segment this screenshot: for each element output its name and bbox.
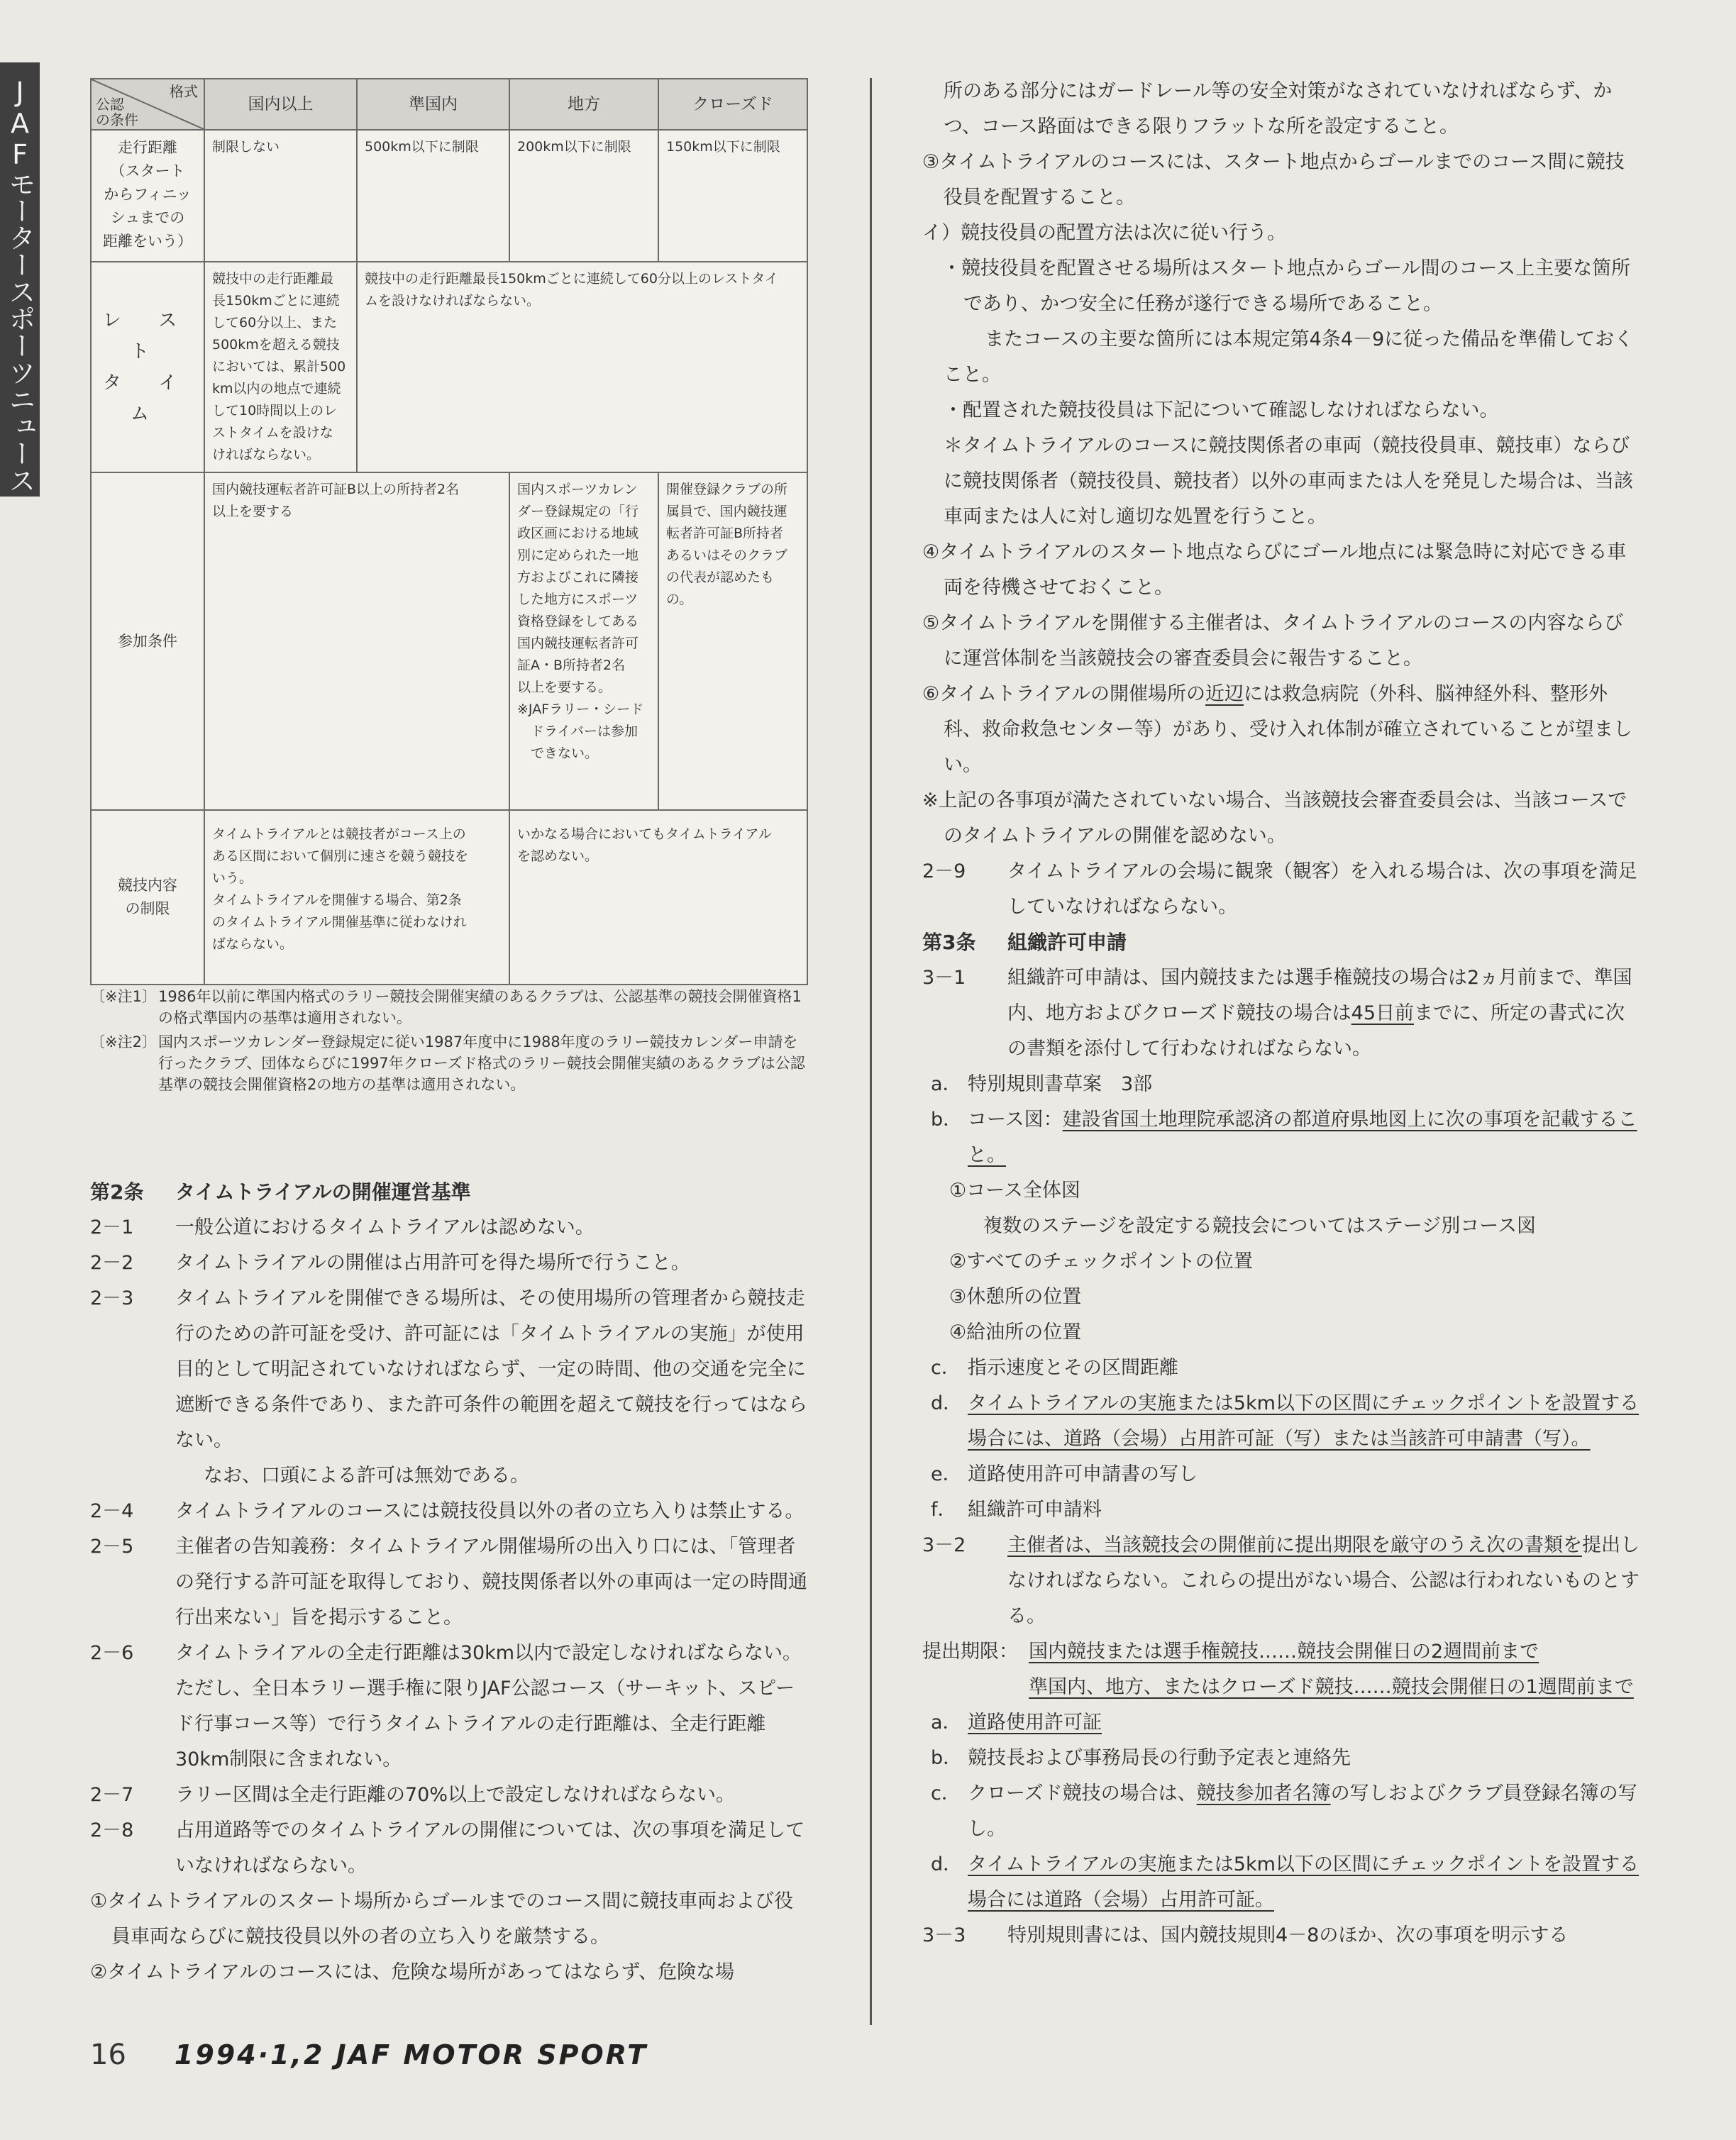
participation-regional: 国内スポーツカレン ダー登録規定の「行 政区画における地域 別に定められた一地 方およびこれに隣接 した地方にスポーツ 資格登録をしてある 国内競技運転者許可 証A・B所持者2名 以上を要する。 ※JAFラリー・シード ドライバーは参加 できない。	[509, 472, 658, 810]
bullet-2: ・配置された競技役員は下記について確認しなければならない。	[944, 399, 1499, 421]
corner-top-label: 格式	[170, 83, 198, 100]
item-a-2: a． 道路使用許可証	[931, 1712, 1102, 1734]
deadline-row-1: 提出期限： 国内競技または選手権競技……競技会開催日の2週間前まで	[922, 1641, 1539, 1663]
content-limits-others: いかなる場合においてもタイムトライアル を認めない。	[509, 810, 807, 985]
item-e: e． 道路使用許可申請書の写し	[931, 1463, 1198, 1485]
item-b-4: ④給油所の位置	[949, 1321, 1082, 1343]
item-2-4: 2－4 タイムトライアルのコースには競技役員以外の者の立ち入りは禁止する。	[90, 1500, 805, 1522]
circled-item-3: ③タイムトライアルのコースには、スタート地点からゴールまでのコース間に競技役員を配置すること。	[922, 151, 1625, 209]
page-footer	[90, 2039, 648, 2071]
section-side-tab: JAFモータースポーツニュース	[0, 62, 40, 497]
note-1-label: 〔※注1〕	[90, 988, 157, 1005]
column-divider	[870, 78, 872, 2025]
item-c-2: c． クローズド競技の場合は、競技参加者名簿の写しおよびクラブ員登録名簿の写し。	[931, 1783, 1637, 1840]
right-column-article	[922, 74, 1642, 1953]
content-limits-domestic: タイムトライアルとは競技者がコース上の ある区間において個別に速さを競う競技を いう。 タイムトライアルを開催する場合、第2条 のタイムトライアル開催基準に従わなけれ ばならない。	[204, 810, 509, 985]
item-f: f． 組織許可申請料	[931, 1499, 1102, 1521]
item-3-2: 3－2 主催者は、当該競技会の開催前に提出期限を厳守のうえ次の書類を提出しなければならない。これらの提出がない場合、公認は行われないものとする。	[922, 1534, 1640, 1627]
participation-domestic: 国内競技運転者許可証B以上の所持者2名 以上を要する	[204, 472, 509, 810]
row-label-participation: 参加条件	[91, 472, 204, 810]
item-2-1: 2－1 一般公道におけるタイムトライアルは認めない。	[90, 1216, 595, 1238]
item-b-2: ②すべてのチェックポイントの位置	[949, 1251, 1253, 1273]
item-d: d． タイムトライアルの実施または5km以下の区間にチェックポイントを設置する場合には、道路（会場）占用許可証（写）または当該許可申請書（写）。	[931, 1392, 1640, 1450]
page-number: 16	[90, 2039, 126, 2071]
circled-item-2: ②タイムトライアルのコースには、危険な場所があってはならず、危険な場	[90, 1961, 735, 1983]
note-2	[90, 1031, 810, 1095]
magazine-title: 1994·1,2 JAF MOTOR SPORT	[174, 2039, 648, 2070]
note-2-text: 国内スポーツカレンダー登録規定に従い1987年度中に1988年度のラリー競技カレンダー申請を行ったクラブ、団体ならびに1997年クローズド格式のラリー競技会開催実績のあるクラブは公認基準の競技会開催資格2の地方の基準は適用されない。	[158, 1033, 805, 1093]
table-notes	[90, 986, 810, 1098]
distance-closed: 150km以下に制限	[658, 130, 807, 262]
item-b-3: ③休憩所の位置	[949, 1286, 1082, 1308]
circled-item-6: ⑥タイムトライアルの開催場所の近辺には救急病院（外科、脳神経外科、整形外科、救命救急センター等）があり、受け入れ体制が確立されていることが望ましい。	[922, 683, 1632, 776]
bullet-1: ・競技役員を配置させる場所はスタート地点からゴール間のコース上主要な箇所であり、かつ安全に任務が遂行できる場所であること。	[942, 257, 1631, 315]
sub-item-i: イ）競技役員の配置方法は次に従い行う。	[922, 222, 1286, 244]
item-d-2: d． タイムトライアルの実施または5km以下の区間にチェックポイントを設置する場合には道路（会場）占用許可証。	[931, 1853, 1640, 1911]
row-label-content-limits: 競技内容 の制限	[91, 810, 204, 985]
article-2-heading: 第2条 タイムトライアルの開催運営基準	[90, 1180, 471, 1204]
star-note: ＊タイムトライアルのコースに競技関係者の車両（競技役員車、競技車）ならびに競技関係者（競技役員、競技者）以外の車両または人を発見した場合は、当該車両または人に対し適切な処置を行うこと。	[944, 435, 1633, 528]
article-3-heading: 第3条 組織許可申請	[922, 931, 1127, 954]
kome-note: ※上記の各事項が満たされていない場合、当該競技会審査委員会は、当該コースでのタイムトライアルの開催を認めない。	[922, 789, 1627, 847]
rest-time-domestic: 競技中の走行距離最 長150kmごとに連続 して60分以上、また 500kmを超える競技 においては、累計500 km以内の地点で連続 して10時間以上のレ ストタイムを設けな ければならない。	[204, 262, 357, 472]
note-1-text: 1986年以前に準国内格式のラリー競技会開催実績のあるクラブは、公認基準の競技会開催資格1の格式準国内の基準は適用されない。	[158, 988, 802, 1026]
item-b-2-list: b． 競技長および事務局長の行動予定表と連絡先	[931, 1747, 1351, 1769]
item-b-1-note: 複数のステージを設定する競技会についてはステージ別コース図	[983, 1215, 1536, 1237]
participation-closed: 開催登録クラブの所 属員で、国内競技運 転者許可証B所持者 あるいはそのクラブ の代表が認めたもの。	[658, 472, 807, 810]
circled-item-4: ④タイムトライアルのスタート地点ならびにゴール地点には緊急時に対応できる車両を待機させておくこと。	[922, 541, 1627, 599]
deadline-row-2: 準国内、地方、またはクローズド競技……競技会開催日の1週間前まで	[1029, 1676, 1634, 1698]
item-2-6: 2－6 タイムトライアルの全走行距離は30km以内で設定しなければならない。ただし、全日本ラリー選手権に限りJAF公認コース（サーキット、スピード行事コース等）で行うタイムトライアルの走行距離は、全走行距離30km制限に含まれない。	[90, 1642, 802, 1770]
item-c: c． 指示速度とその区間距離	[931, 1357, 1178, 1379]
distance-regional: 200km以下に制限	[509, 130, 658, 262]
header-regional: 地方	[509, 79, 658, 130]
item-b-1: ①コース全体図	[949, 1180, 1080, 1202]
item-3-3: 3－3 特別規則書には、国内競技規則4－8のほか、次の事項を明示する	[922, 1924, 1569, 1946]
item-2-5: 2－5 主催者の告知義務：タイムトライアル開催場所の出入り口には、「管理者の発行する許可証を取得しており、競技関係者以外の車両は一定の時間通行出来ない」旨を掲示すること。	[90, 1536, 807, 1629]
homologation-table	[90, 78, 808, 985]
rest-time-others: 競技中の走行距離最長150kmごとに連続して60分以上のレストタイ ムを設けなければならない。	[357, 262, 807, 472]
corner-bottom-label: 公認 の条件	[96, 96, 138, 128]
left-column-article	[90, 1175, 810, 1990]
note-2-label: 〔※注2〕	[90, 1033, 157, 1050]
item-2-3-note: なお、口頭による許可は無効である。	[204, 1465, 529, 1487]
item-3-1: 3－1 組織許可申請は、国内競技または選手権競技の場合は2ヵ月前まで、準国内、地方およびクローズド競技の場合は45日前までに、所定の書式に次の書類を添付して行わなければならない。	[922, 967, 1632, 1060]
header-closed: クローズド	[658, 79, 807, 130]
circled-item-5: ⑤タイムトライアルを開催する主催者は、タイムトライアルのコースの内容ならびに運営体制を当該競技会の審査委員会に報告すること。	[922, 612, 1624, 670]
row-label-distance: 走行距離 （スタート からフィニッ シュまでの 距離をいう）	[91, 130, 204, 262]
note-1	[90, 986, 810, 1029]
header-domestic: 国内以上	[204, 79, 357, 130]
table-corner-cell	[91, 79, 204, 130]
row-label-rest-time: レ ス ト タ イ ム	[91, 262, 204, 472]
item-a: a． 特別規則書草案 3部	[931, 1073, 1153, 1095]
item-b: b． コース図：建設省国土地理院承認済の都道府県地図上に次の事項を記載すること。	[931, 1109, 1637, 1166]
circled-item-1: ①タイムトライアルのスタート場所からゴールまでのコース間に競技車両および役員車両ならびに競技役員以外の者の立ち入りを厳禁する。	[90, 1890, 794, 1948]
distance-semi-domestic: 500km以下に制限	[357, 130, 509, 262]
item-2-8: 2－8 占用道路等でのタイムトライアルの開催については、次の事項を満足していなければならない。	[90, 1819, 805, 1877]
header-semi-domestic: 準国内	[357, 79, 509, 130]
bullet-1-note: またコースの主要な箇所には本規定第4条4－9に従った備品を準備しておくこと。	[944, 328, 1634, 386]
distance-domestic: 制限しない	[204, 130, 357, 262]
item-2-7: 2－7 ラリー区間は全走行距離の70%以上で設定しなければならない。	[90, 1784, 736, 1806]
item-2-3: 2－3 タイムトライアルを開催できる場所は、その使用場所の管理者から競技走行のための許可証を受け、許可証には「タイムトライアルの実施」が使用目的として明記されていなければならず、一定の時間、他の交通を完全に遮断できる条件であり、また許可条件の範囲を超えて競技を行ってはならない。	[90, 1287, 807, 1451]
item-2-9: 2－9 タイムトライアルの会場に観衆（観客）を入れる場合は、次の事項を満足していなければならない。	[922, 860, 1637, 918]
circled-item-2-continued: 所のある部分にはガードレール等の安全対策がなされていなければならず、かつ、コース路面はできる限りフラットな所を設定すること。	[944, 80, 1613, 138]
item-2-2: 2－2 タイムトライアルの開催は占用許可を得た場所で行うこと。	[90, 1252, 690, 1274]
